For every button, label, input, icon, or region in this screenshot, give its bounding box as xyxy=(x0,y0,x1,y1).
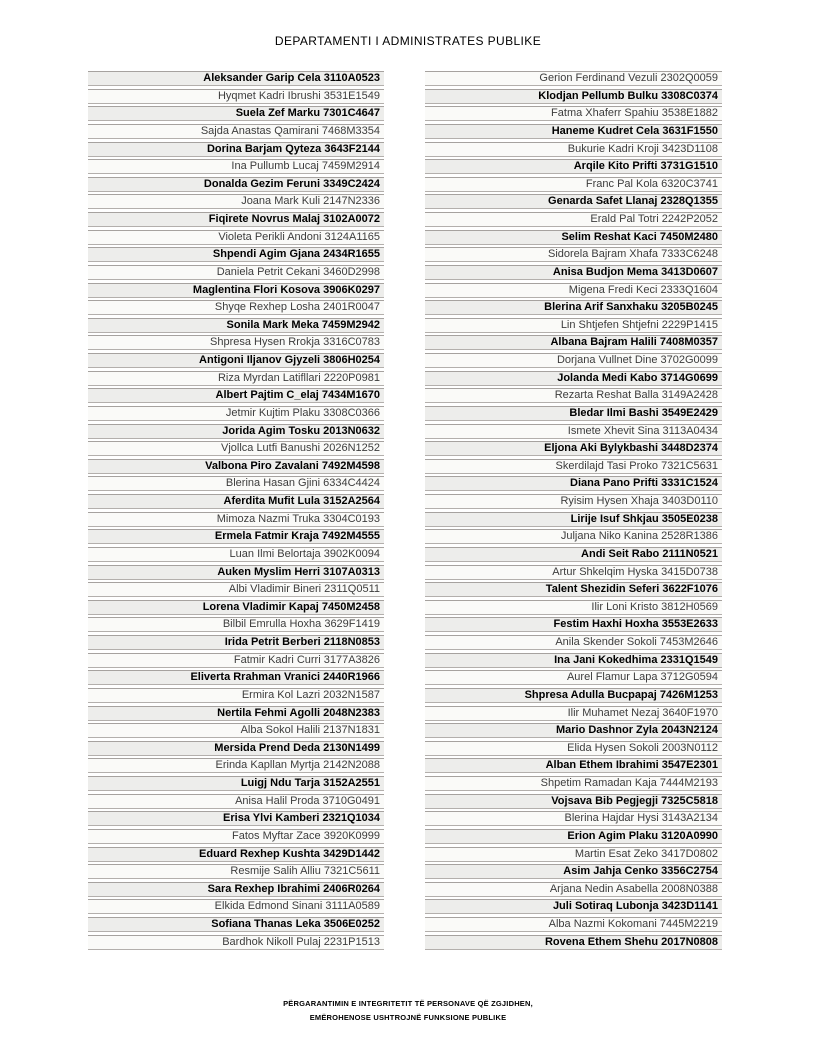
list-item: Aferdita Mufit Lula 3152A2564 xyxy=(88,494,384,509)
list-item: Dorjana Vullnet Dine 3702G0099 xyxy=(425,353,722,368)
list-item: Elkida Edmond Sinani 3111A0589 xyxy=(88,899,384,914)
list-item: Klodjan Pellumb Bulku 3308C0374 xyxy=(425,89,722,104)
list-item: Shpresa Hysen Rrokja 3316C0783 xyxy=(88,335,384,350)
list-item: Migena Fredi Keci 2333Q1604 xyxy=(425,283,722,298)
list-item: Fiqirete Novrus Malaj 3102A0072 xyxy=(88,212,384,227)
list-item: Genarda Safet Llanaj 2328Q1355 xyxy=(425,194,722,209)
list-item: Festim Haxhi Hoxha 3553E2633 xyxy=(425,617,722,632)
footer-line-2: EMËROHENOSE USHTROJNË FUNKSIONE PUBLIKE xyxy=(309,1013,507,1022)
list-item: Andi Seit Rabo 2111N0521 xyxy=(425,547,722,562)
list-item: Bledar Ilmi Bashi 3549E2429 xyxy=(425,406,722,421)
list-item: Ina Jani Kokedhima 2331Q1549 xyxy=(425,653,722,668)
list-item: Luan Ilmi Belortaja 3902K0094 xyxy=(88,547,384,562)
list-item: Auken Myslim Herri 3107A0313 xyxy=(88,565,384,580)
list-item: Mario Dashnor Zyla 2043N2124 xyxy=(425,723,722,738)
list-item: Joana Mark Kuli 2147N2336 xyxy=(88,194,384,209)
list-item: Ina Pullumb Lucaj 7459M2914 xyxy=(88,159,384,174)
list-item: Mimoza Nazmi Truka 3304C0193 xyxy=(88,512,384,527)
list-item: Ermela Fatmir Kraja 7492M4555 xyxy=(88,529,384,544)
list-item: Diana Pano Prifti 3331C1524 xyxy=(425,476,722,491)
list-item: Anisa Halil Proda 3710G0491 xyxy=(88,794,384,809)
list-item: Arjana Nedin Asabella 2008N0388 xyxy=(425,882,722,897)
list-item: Ryisim Hysen Xhaja 3403D0110 xyxy=(425,494,722,509)
list-item: Eduard Rexhep Kushta 3429D1442 xyxy=(88,847,384,862)
footer-line-1: PËRGARANTIMIN E INTEGRITETIT TË PERSONAVE QË ZGJIDHEN, xyxy=(283,999,533,1008)
list-item: Lin Shtjefen Shtjefni 2229P1415 xyxy=(425,318,722,333)
list-item: Dorina Barjam Qyteza 3643F2144 xyxy=(88,142,384,157)
list-item: Bilbil Emrulla Hoxha 3629F1419 xyxy=(88,617,384,632)
list-item: Albi Vladimir Bineri 2311Q0511 xyxy=(88,582,384,597)
list-item: Valbona Piro Zavalani 7492M4598 xyxy=(88,459,384,474)
list-item: Eliverta Rrahman Vranici 2440R1966 xyxy=(88,670,384,685)
list-item: Jetmir Kujtim Plaku 3308C0366 xyxy=(88,406,384,421)
list-item: Alban Ethem Ibrahimi 3547E2301 xyxy=(425,758,722,773)
list-item: Vojsava Bib Pegjegji 7325C5818 xyxy=(425,794,722,809)
list-item: Elida Hysen Sokoli 2003N0112 xyxy=(425,741,722,756)
list-item: Shyqe Rexhep Losha 2401R0047 xyxy=(88,300,384,315)
list-item: Albana Bajram Halili 7408M0357 xyxy=(425,335,722,350)
list-item: Shpetim Ramadan Kaja 7444M2193 xyxy=(425,776,722,791)
list-item: Lorena Vladimir Kapaj 7450M2458 xyxy=(88,600,384,615)
list-item: Alba Sokol Halili 2137N1831 xyxy=(88,723,384,738)
list-item: Sonila Mark Meka 7459M2942 xyxy=(88,318,384,333)
list-item: Ermira Kol Lazri 2032N1587 xyxy=(88,688,384,703)
list-item: Asim Jahja Cenko 3356C2754 xyxy=(425,864,722,879)
list-item: Sara Rexhep Ibrahimi 2406R0264 xyxy=(88,882,384,897)
list-item: Skerdilajd Tasi Proko 7321C5631 xyxy=(425,459,722,474)
list-item: Bardhok Nikoll Pulaj 2231P1513 xyxy=(88,935,384,950)
list-item: Shpendi Agim Gjana 2434R1655 xyxy=(88,247,384,262)
list-item: Aurel Flamur Lapa 3712G0594 xyxy=(425,670,722,685)
list-item: Haneme Kudret Cela 3631F1550 xyxy=(425,124,722,139)
name-list-left-column xyxy=(88,71,384,952)
list-item: Daniela Petrit Cekani 3460D2998 xyxy=(88,265,384,280)
list-item: Hyqmet Kadri Ibrushi 3531E1549 xyxy=(88,89,384,104)
page-title: DEPARTAMENTI I ADMINISTRATES PUBLIKE xyxy=(274,34,542,48)
list-item: Juli Sotiraq Lubonja 3423D1141 xyxy=(425,899,722,914)
list-item: Sajda Anastas Qamirani 7468M3354 xyxy=(88,124,384,139)
list-item: Arqile Kito Prifti 3731G1510 xyxy=(425,159,722,174)
list-item: Aleksander Garip Cela 3110A0523 xyxy=(88,71,384,86)
list-item: Erald Pal Totri 2242P2052 xyxy=(425,212,722,227)
list-item: Fatos Myftar Zace 3920K0999 xyxy=(88,829,384,844)
list-item: Anila Skender Sokoli 7453M2646 xyxy=(425,635,722,650)
list-item: Erion Agim Plaku 3120A0990 xyxy=(425,829,722,844)
list-item: Sofiana Thanas Leka 3506E0252 xyxy=(88,917,384,932)
list-item: Fatmir Kadri Curri 3177A3826 xyxy=(88,653,384,668)
list-item: Erisa Ylvi Kamberi 2321Q1034 xyxy=(88,811,384,826)
list-item: Maglentina Flori Kosova 3906K0297 xyxy=(88,283,384,298)
list-item: Artur Shkelqim Hyska 3415D0738 xyxy=(425,565,722,580)
list-item: Martin Esat Zeko 3417D0802 xyxy=(425,847,722,862)
list-item: Shpresa Adulla Bucpapaj 7426M1253 xyxy=(425,688,722,703)
list-item: Riza Myrdan Latifllari 2220P0981 xyxy=(88,371,384,386)
list-item: Antigoni Iljanov Gjyzeli 3806H0254 xyxy=(88,353,384,368)
list-item: Donalda Gezim Feruni 3349C2424 xyxy=(88,177,384,192)
list-item: Bukurie Kadri Kroji 3423D1108 xyxy=(425,142,722,157)
list-item: Fatma Xhaferr Spahiu 3538E1882 xyxy=(425,106,722,121)
list-item: Blerina Hasan Gjini 6334C4424 xyxy=(88,476,384,491)
list-item: Blerina Arif Sanxhaku 3205B0245 xyxy=(425,300,722,315)
list-item: Violeta Perikli Andoni 3124A1165 xyxy=(88,230,384,245)
list-item: Gerion Ferdinand Vezuli 2302Q0059 xyxy=(425,71,722,86)
list-item: Albert Pajtim C_elaj 7434M1670 xyxy=(88,388,384,403)
list-item: Franc Pal Kola 6320C3741 xyxy=(425,177,722,192)
list-item: Eljona Aki Bylykbashi 3448D2374 xyxy=(425,441,722,456)
list-item: Ilir Muhamet Nezaj 3640F1970 xyxy=(425,706,722,721)
list-item: Alba Nazmi Kokomani 7445M2219 xyxy=(425,917,722,932)
list-item: Resmije Salih Alliu 7321C5611 xyxy=(88,864,384,879)
list-item: Jolanda Medi Kabo 3714G0699 xyxy=(425,371,722,386)
list-item: Rezarta Reshat Balla 3149A2428 xyxy=(425,388,722,403)
list-item: Blerina Hajdar Hysi 3143A2134 xyxy=(425,811,722,826)
list-item: Sidorela Bajram Xhafa 7333C6248 xyxy=(425,247,722,262)
list-item: Rovena Ethem Shehu 2017N0808 xyxy=(425,935,722,950)
list-item: Ismete Xhevit Sina 3113A0434 xyxy=(425,424,722,439)
list-item: Jorida Agim Tosku 2013N0632 xyxy=(88,424,384,439)
list-item: Mersida Prend Deda 2130N1499 xyxy=(88,741,384,756)
footer-note xyxy=(0,997,816,1025)
list-item: Talent Shezidin Seferi 3622F1076 xyxy=(425,582,722,597)
list-item: Ilir Loni Kristo 3812H0569 xyxy=(425,600,722,615)
list-item: Vjollca Lutfi Banushi 2026N1252 xyxy=(88,441,384,456)
list-item: Irida Petrit Berberi 2118N0853 xyxy=(88,635,384,650)
name-list-right-column xyxy=(425,71,722,952)
list-item: Lirije Isuf Shkjau 3505E0238 xyxy=(425,512,722,527)
list-item: Anisa Budjon Mema 3413D0607 xyxy=(425,265,722,280)
list-item: Suela Zef Marku 7301C4647 xyxy=(88,106,384,121)
list-item: Juljana Niko Kanina 2528R1386 xyxy=(425,529,722,544)
list-item: Erinda Kapllan Myrtja 2142N2088 xyxy=(88,758,384,773)
list-item: Nertila Fehmi Agolli 2048N2383 xyxy=(88,706,384,721)
list-item: Selim Reshat Kaci 7450M2480 xyxy=(425,230,722,245)
list-item: Luigj Ndu Tarja 3152A2551 xyxy=(88,776,384,791)
